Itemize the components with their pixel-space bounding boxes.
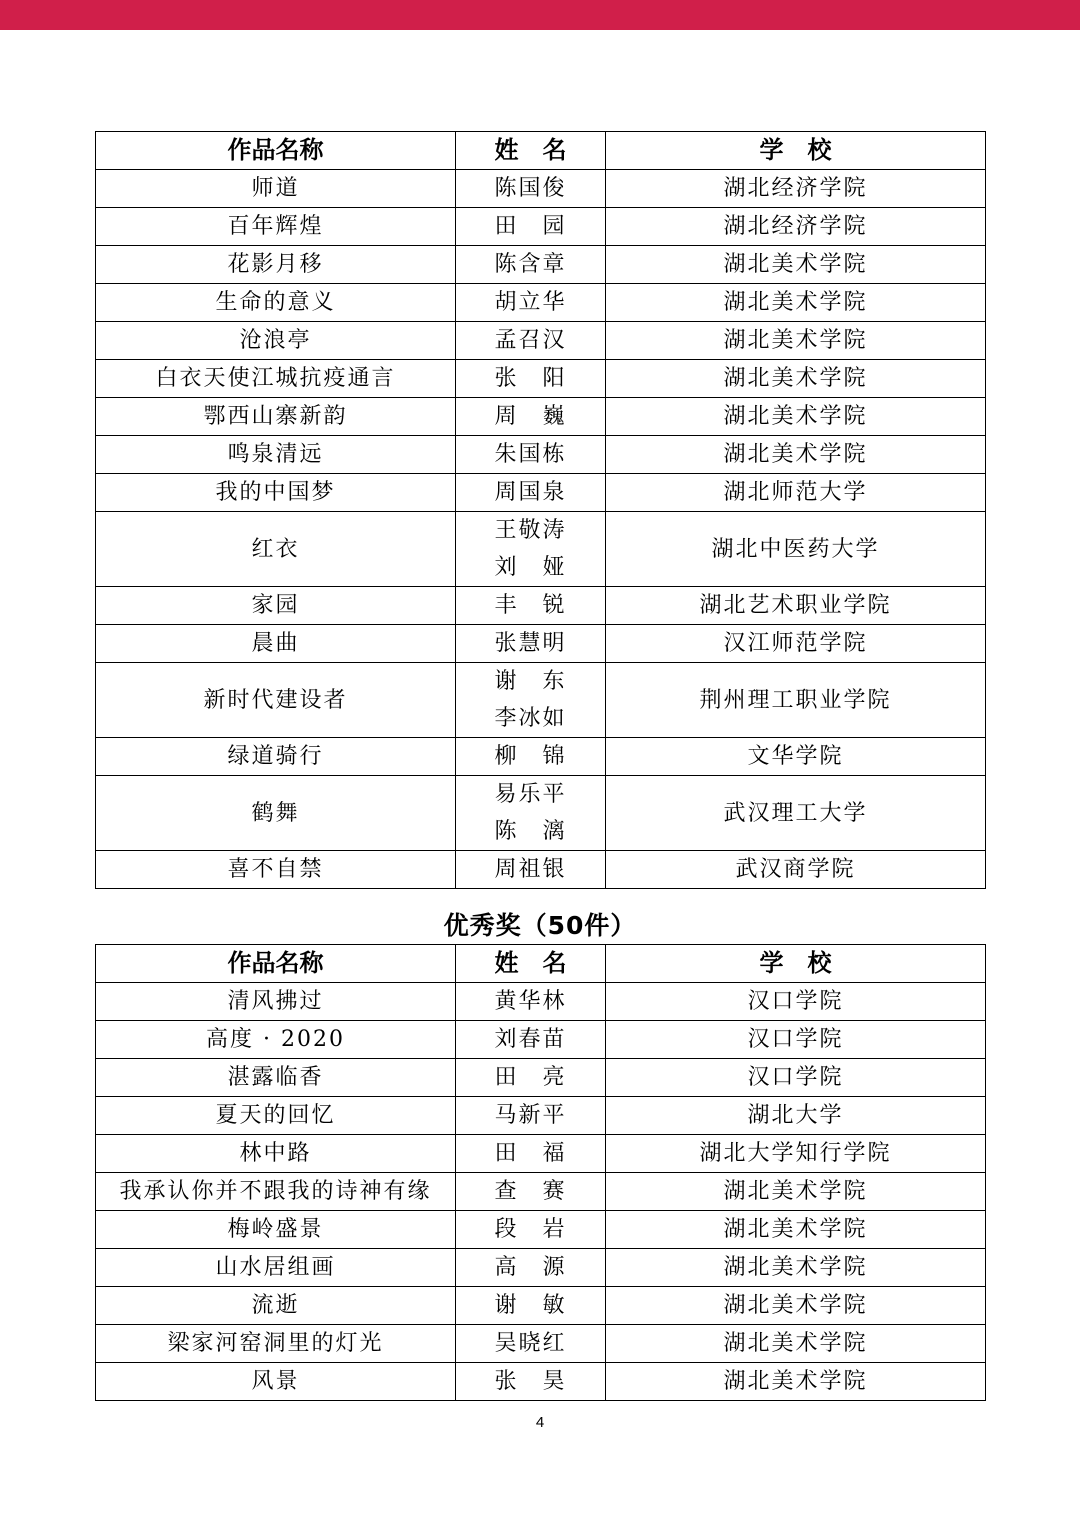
cell-author-names: [456, 512, 606, 587]
page-number: 4: [535, 1414, 545, 1431]
cell-work-title: 红衣: [96, 512, 456, 587]
table-row: [96, 983, 986, 1021]
author-name: 周祖银: [494, 857, 567, 882]
author-name: 柳 锦: [494, 744, 567, 769]
cell-school: 荆州理工职业学院: [606, 663, 986, 738]
author-name: 谢 敏: [494, 1293, 567, 1318]
table-row: [96, 663, 986, 738]
table-row: [96, 1325, 986, 1363]
cell-school: 湖北美术学院: [606, 1363, 986, 1401]
cell-work-title: 梅岭盛景: [96, 1211, 456, 1249]
cell-school: 湖北美术学院: [606, 436, 986, 474]
cell-work-title: 夏天的回忆: [96, 1097, 456, 1135]
cell-work-title: 家园: [96, 587, 456, 625]
cell-work-title: 生命的意义: [96, 284, 456, 322]
cell-work-title: 我的中国梦: [96, 474, 456, 512]
cell-author-names: [456, 983, 606, 1021]
cell-work-title: 晨曲: [96, 625, 456, 663]
table-row: [96, 436, 986, 474]
author-name: 高 源: [494, 1255, 567, 1280]
cell-school: 湖北经济学院: [606, 208, 986, 246]
cell-school: 汉口学院: [606, 1059, 986, 1097]
header-author-name: 姓 名: [456, 945, 606, 983]
table-row: [96, 776, 986, 851]
cell-author-names: [456, 851, 606, 889]
cell-work-title: 湛露临香: [96, 1059, 456, 1097]
cell-school: 湖北美术学院: [606, 1287, 986, 1325]
author-name: 田 园: [494, 214, 567, 239]
cell-work-title: 鹤舞: [96, 776, 456, 851]
cell-author-names: [456, 322, 606, 360]
cell-author-names: [456, 436, 606, 474]
table-row: [96, 1211, 986, 1249]
cell-author-names: [456, 208, 606, 246]
cell-school: 武汉理工大学: [606, 776, 986, 851]
cell-author-names: [456, 1211, 606, 1249]
cell-school: 湖北大学知行学院: [606, 1135, 986, 1173]
cell-author-names: [456, 474, 606, 512]
cell-author-names: [456, 246, 606, 284]
header-author-name: 姓 名: [456, 132, 606, 170]
award-table-1: [95, 131, 986, 889]
table-row: [96, 512, 986, 587]
cell-author-names: [456, 1021, 606, 1059]
author-name: 陈国俊: [494, 176, 567, 201]
cell-school: 湖北美术学院: [606, 246, 986, 284]
table-row: [96, 738, 986, 776]
header-work-title: 作品名称: [96, 945, 456, 983]
author-name: 田 亮: [494, 1065, 567, 1090]
cell-work-title: 沧浪亭: [96, 322, 456, 360]
cell-school: 湖北美术学院: [606, 1325, 986, 1363]
author-name: 周 巍: [494, 404, 567, 429]
cell-school: 湖北美术学院: [606, 322, 986, 360]
author-name: 张 昊: [494, 1369, 567, 1394]
author-name: 孟召汉: [494, 328, 567, 353]
table-row: [96, 1173, 986, 1211]
author-name: 刘春苗: [494, 1027, 567, 1052]
author-name: 田 福: [494, 1141, 567, 1166]
author-name: 丰 锐: [494, 593, 567, 618]
cell-author-names: [456, 1287, 606, 1325]
cell-school: 汉口学院: [606, 983, 986, 1021]
table-row: [96, 398, 986, 436]
cell-school: 汉江师范学院: [606, 625, 986, 663]
cell-school: 湖北美术学院: [606, 284, 986, 322]
cell-school: 文华学院: [606, 738, 986, 776]
table-row: [96, 1135, 986, 1173]
table-row: [96, 1287, 986, 1325]
cell-author-names: [456, 1173, 606, 1211]
cell-school: 湖北大学: [606, 1097, 986, 1135]
cell-author-names: [456, 1135, 606, 1173]
section-heading-excellence-award: 优秀奖（50件）: [443, 911, 637, 940]
cell-work-title: 新时代建设者: [96, 663, 456, 738]
cell-work-title: 鸣泉清远: [96, 436, 456, 474]
cell-work-title: 梁家河窑洞里的灯光: [96, 1325, 456, 1363]
table-row: [96, 625, 986, 663]
table-row: [96, 284, 986, 322]
cell-school: 湖北中医药大学: [606, 512, 986, 587]
cell-school: 湖北美术学院: [606, 1249, 986, 1287]
cell-school: 湖北艺术职业学院: [606, 587, 986, 625]
cell-author-names: [456, 360, 606, 398]
table-row: [96, 1059, 986, 1097]
author-name: 谢 东: [494, 669, 567, 694]
table-row: [96, 1021, 986, 1059]
cell-author-names: [456, 284, 606, 322]
cell-school: 武汉商学院: [606, 851, 986, 889]
header-school: 学 校: [606, 945, 986, 983]
table-row: [96, 587, 986, 625]
author-name: 易乐平: [494, 782, 567, 807]
cell-author-names: [456, 625, 606, 663]
author-name: 段 岩: [494, 1217, 567, 1242]
cell-work-title: 流逝: [96, 1287, 456, 1325]
cell-author-names: [456, 1097, 606, 1135]
table-row: [96, 246, 986, 284]
cell-work-title: 高度 · 2020: [96, 1021, 456, 1059]
author-name: 陈 漓: [494, 819, 567, 844]
cell-work-title: 白衣天使江城抗疫通言: [96, 360, 456, 398]
cell-school: 湖北美术学院: [606, 360, 986, 398]
award-table-2: [95, 944, 986, 1401]
author-name: 张慧明: [494, 631, 567, 656]
cell-work-title: 喜不自禁: [96, 851, 456, 889]
cell-author-names: [456, 1325, 606, 1363]
cell-school: 汉口学院: [606, 1021, 986, 1059]
author-name: 张 阳: [494, 366, 567, 391]
cell-work-title: 花影月移: [96, 246, 456, 284]
author-name: 马新平: [494, 1103, 567, 1128]
cell-work-title: 清风拂过: [96, 983, 456, 1021]
header-school: 学 校: [606, 132, 986, 170]
table-row: [96, 474, 986, 512]
author-name: 胡立华: [494, 290, 567, 315]
cell-work-title: 鄂西山寨新韵: [96, 398, 456, 436]
table-row: [96, 322, 986, 360]
cell-author-names: [456, 170, 606, 208]
cell-school: 湖北师范大学: [606, 474, 986, 512]
table-row: [96, 1249, 986, 1287]
table-row: [96, 208, 986, 246]
cell-school: 湖北美术学院: [606, 398, 986, 436]
author-name: 黄华林: [494, 989, 567, 1014]
cell-school: 湖北美术学院: [606, 1211, 986, 1249]
cell-work-title: 百年辉煌: [96, 208, 456, 246]
table-header-row: [96, 132, 986, 170]
author-name: 陈含章: [494, 252, 567, 277]
cell-author-names: [456, 738, 606, 776]
author-name: 周国泉: [494, 480, 567, 505]
cell-school: 湖北经济学院: [606, 170, 986, 208]
cell-author-names: [456, 398, 606, 436]
cell-author-names: [456, 1363, 606, 1401]
header-work-title: 作品名称: [96, 132, 456, 170]
author-name: 朱国栋: [494, 442, 567, 467]
cell-work-title: 林中路: [96, 1135, 456, 1173]
author-name: 王敬涛: [494, 518, 567, 543]
cell-author-names: [456, 587, 606, 625]
cell-author-names: [456, 1059, 606, 1097]
cell-school: 湖北美术学院: [606, 1173, 986, 1211]
cell-author-names: [456, 663, 606, 738]
table-row: [96, 360, 986, 398]
author-name: 吴晓红: [494, 1331, 567, 1356]
cell-work-title: 绿道骑行: [96, 738, 456, 776]
author-name: 查 赛: [494, 1179, 567, 1204]
author-name: 李冰如: [494, 706, 567, 731]
table-row: [96, 851, 986, 889]
top-accent-bar: [0, 0, 1080, 30]
table-row: [96, 1097, 986, 1135]
table-row: [96, 1363, 986, 1401]
cell-author-names: [456, 776, 606, 851]
cell-work-title: 山水居组画: [96, 1249, 456, 1287]
cell-work-title: 风景: [96, 1363, 456, 1401]
author-name: 刘 娅: [494, 555, 567, 580]
table-row: [96, 170, 986, 208]
table-header-row: [96, 945, 986, 983]
cell-work-title: 师道: [96, 170, 456, 208]
cell-author-names: [456, 1249, 606, 1287]
cell-work-title: 我承认你并不跟我的诗神有缘: [96, 1173, 456, 1211]
